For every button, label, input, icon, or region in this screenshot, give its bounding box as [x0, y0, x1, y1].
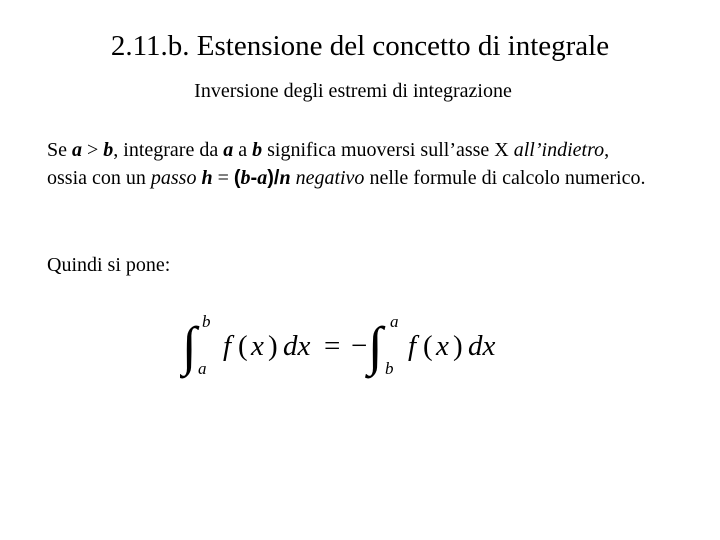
- paren-close: ): [453, 330, 463, 362]
- text-fragment: =: [212, 167, 234, 189]
- function-f: f: [223, 330, 232, 362]
- slide-subtitle: Inversione degli estremi di integrazione: [194, 80, 512, 102]
- integral-sign: ∫: [368, 316, 383, 376]
- variable-b: b: [240, 167, 251, 189]
- differential-dx: dx: [283, 330, 311, 362]
- variable-b: b: [103, 139, 114, 161]
- variable-a: a: [257, 167, 268, 189]
- function-f: f: [408, 330, 417, 362]
- paren-open: (: [238, 330, 248, 362]
- upper-limit-a: a: [390, 312, 399, 331]
- text-fragment: , integrare da: [113, 139, 224, 161]
- differential-dx: dx: [468, 330, 496, 362]
- emphasis-negativo: negativo: [295, 167, 365, 189]
- upper-limit-b: b: [202, 312, 211, 331]
- emphasis-passo: passo: [150, 167, 197, 189]
- text-fragment: a: [233, 139, 253, 161]
- text-fragment: Se: [47, 139, 72, 161]
- lower-limit-b: b: [385, 359, 394, 378]
- intro-line: Quindi si pone:: [47, 254, 171, 276]
- variable-x: x: [436, 330, 449, 362]
- text-fragment: >: [82, 139, 104, 161]
- minus-sign: −: [351, 330, 368, 362]
- variable-a: a: [223, 139, 234, 161]
- slide-title: 2.11.b. Estensione del concetto di integrale: [110, 30, 610, 62]
- minus-sign: -: [250, 167, 258, 189]
- integral-sign: ∫: [182, 316, 197, 376]
- text-fragment: , ossia con un: [47, 139, 610, 189]
- text-fragment: significa muoversi sull’asse X: [262, 139, 514, 161]
- variable-h: h: [201, 167, 213, 189]
- paren-close: ): [268, 330, 278, 362]
- formula-svg: [180, 308, 520, 380]
- paren-open: (: [233, 167, 241, 189]
- integral-formula: [180, 308, 520, 380]
- equals-sign: =: [324, 330, 341, 362]
- body-paragraph: [47, 136, 647, 192]
- emphasis-backward: all’indietro: [513, 139, 605, 161]
- paren-open: (: [423, 330, 433, 362]
- paren-close-slash: )/: [267, 167, 280, 189]
- variable-a: a: [72, 139, 82, 161]
- lower-limit-a: a: [198, 359, 207, 378]
- variable-b: b: [252, 139, 263, 161]
- variable-n: n: [279, 167, 291, 189]
- variable-x: x: [251, 330, 264, 362]
- text-fragment: nelle formule di calcolo numerico.: [364, 167, 646, 189]
